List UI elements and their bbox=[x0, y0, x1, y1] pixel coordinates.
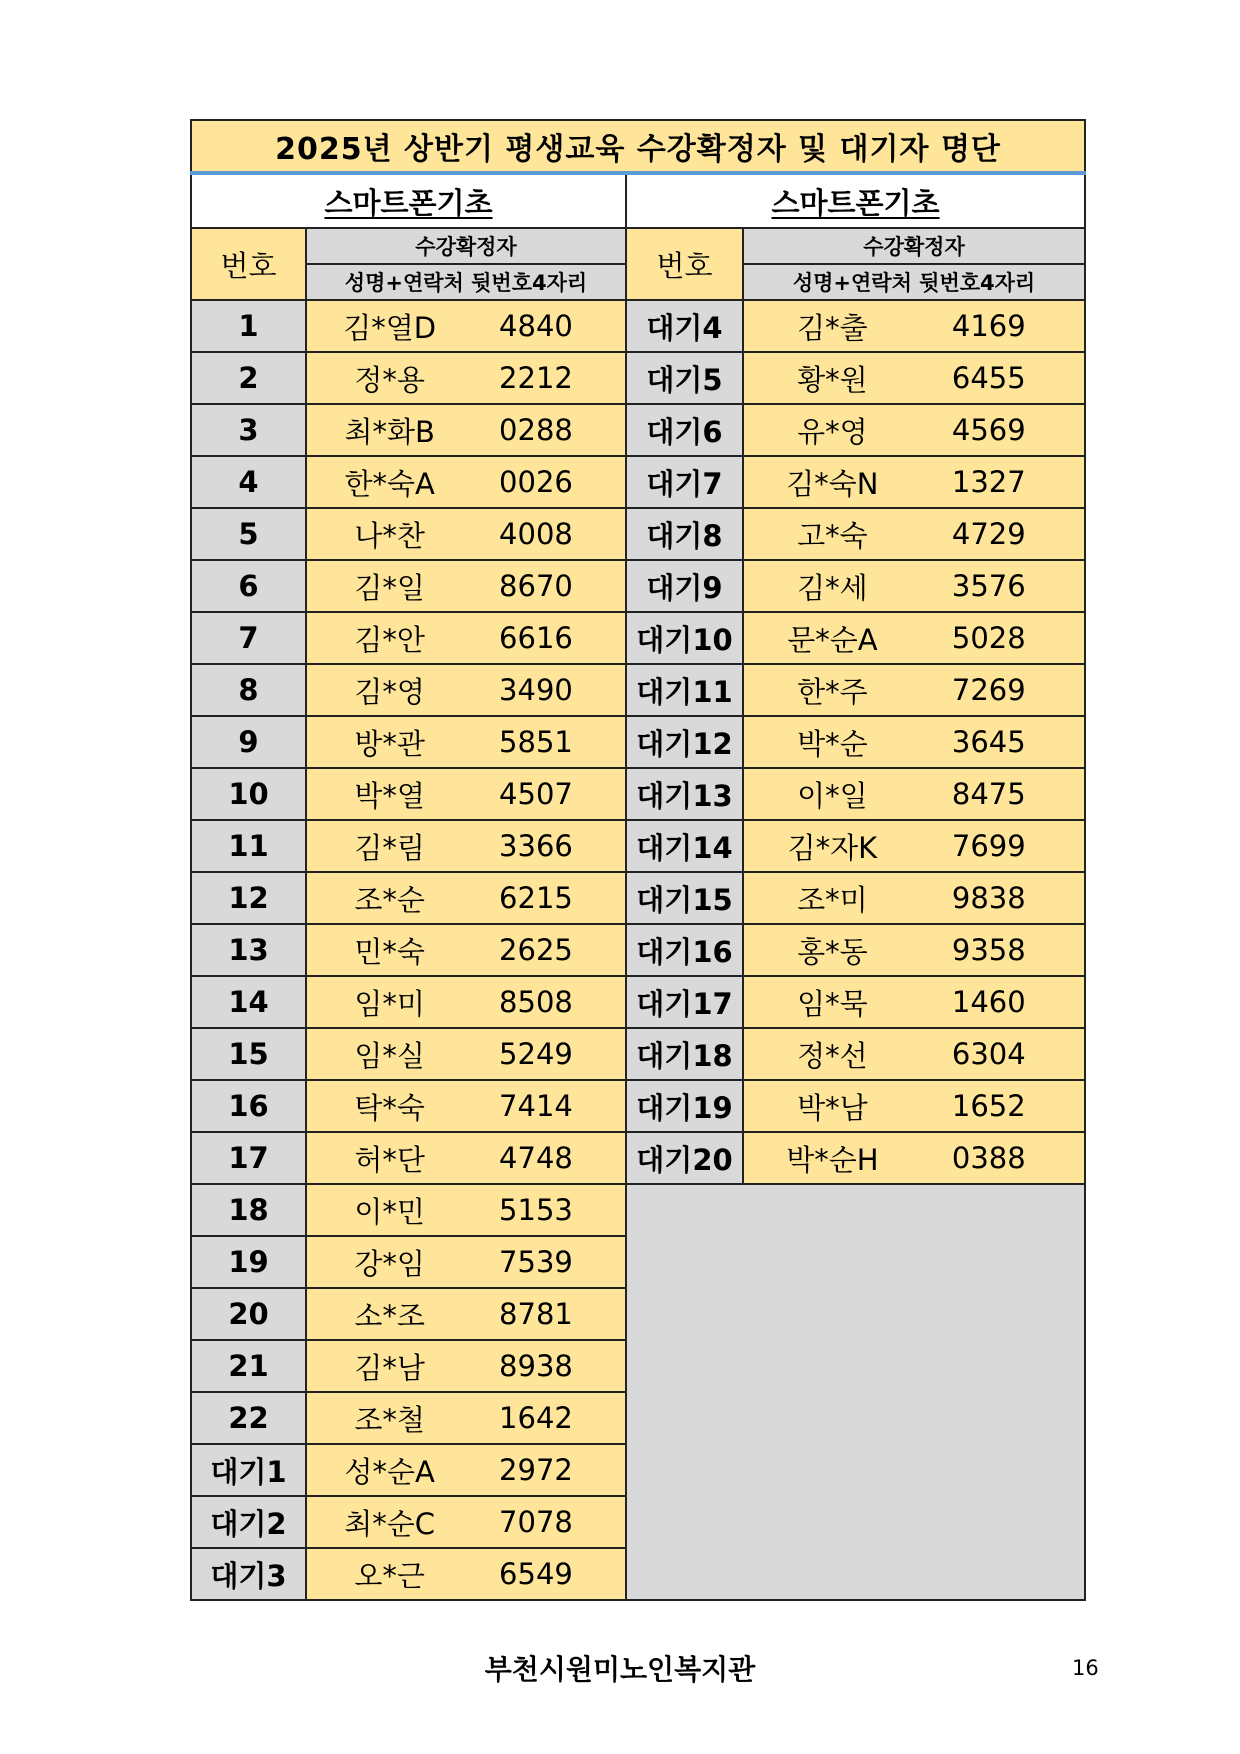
phone-last4: 6549 bbox=[499, 1557, 573, 1591]
page-number: 16 bbox=[1072, 1656, 1099, 1680]
entry-wrap bbox=[307, 618, 625, 659]
right-row-entry bbox=[743, 1132, 1085, 1184]
table-row bbox=[191, 976, 1085, 1028]
person-name: 김*남 bbox=[354, 1350, 425, 1385]
phone-last4: 5249 bbox=[499, 1037, 573, 1071]
right-row-number: 대기20 bbox=[626, 1132, 743, 1184]
right-course-label: 스마트폰기초 bbox=[771, 185, 940, 220]
entry-wrap bbox=[307, 1294, 625, 1335]
left-row-number: 5 bbox=[191, 508, 306, 560]
entry-wrap bbox=[307, 306, 625, 347]
left-row-number: 7 bbox=[191, 612, 306, 664]
right-row-entry bbox=[743, 508, 1085, 560]
left-row-number: 22 bbox=[191, 1392, 306, 1444]
person-name: 탁*숙 bbox=[354, 1090, 425, 1125]
person-name: 조*철 bbox=[354, 1402, 425, 1437]
person-name: 유*영 bbox=[797, 414, 868, 449]
left-row-entry bbox=[306, 768, 626, 820]
left-row-number: 대기3 bbox=[191, 1548, 306, 1600]
table-row bbox=[191, 508, 1085, 560]
person-name: 박*열 bbox=[354, 778, 425, 813]
phone-last4: 4840 bbox=[499, 309, 573, 343]
right-row-entry bbox=[743, 664, 1085, 716]
entry-wrap bbox=[307, 1138, 625, 1179]
entry-wrap bbox=[744, 306, 1084, 347]
left-course-name bbox=[191, 173, 626, 228]
entry-wrap bbox=[307, 1190, 625, 1231]
entry-wrap bbox=[744, 1086, 1084, 1127]
person-name: 이*일 bbox=[797, 778, 868, 813]
entry-wrap bbox=[744, 618, 1084, 659]
right-row-number: 대기10 bbox=[626, 612, 743, 664]
phone-last4: 0288 bbox=[499, 413, 573, 447]
right-number-header: 번호 bbox=[626, 228, 743, 300]
entry-wrap bbox=[744, 878, 1084, 919]
phone-last4: 6455 bbox=[951, 361, 1026, 395]
person-name: 김*일 bbox=[354, 570, 425, 605]
entry-wrap bbox=[307, 1242, 625, 1283]
left-row-number: 2 bbox=[191, 352, 306, 404]
person-name: 임*미 bbox=[354, 986, 425, 1021]
entry-wrap bbox=[307, 826, 625, 867]
phone-last4: 5028 bbox=[951, 621, 1026, 655]
right-row-number: 대기5 bbox=[626, 352, 743, 404]
person-name: 박*순H bbox=[786, 1142, 879, 1177]
left-row-entry bbox=[306, 1080, 626, 1132]
table-row bbox=[191, 820, 1085, 872]
left-sub-header: 성명+연락처 뒷번호4자리 bbox=[306, 264, 626, 300]
entry-wrap bbox=[744, 670, 1084, 711]
person-name: 오*근 bbox=[354, 1558, 425, 1593]
left-row-entry bbox=[306, 924, 626, 976]
entry-wrap bbox=[307, 930, 625, 971]
right-row-entry bbox=[743, 404, 1085, 456]
left-row-number: 21 bbox=[191, 1340, 306, 1392]
left-number-header: 번호 bbox=[191, 228, 306, 300]
entry-wrap bbox=[744, 566, 1084, 607]
entry-wrap bbox=[307, 1398, 625, 1439]
left-row-entry bbox=[306, 872, 626, 924]
table-row bbox=[191, 924, 1085, 976]
person-name: 정*선 bbox=[797, 1038, 868, 1073]
right-row-number: 대기14 bbox=[626, 820, 743, 872]
right-row-number: 대기7 bbox=[626, 456, 743, 508]
left-row-entry bbox=[306, 1288, 626, 1340]
left-row-entry bbox=[306, 352, 626, 404]
right-row-entry bbox=[743, 872, 1085, 924]
phone-last4: 8938 bbox=[499, 1349, 573, 1383]
phone-last4: 5153 bbox=[499, 1193, 573, 1227]
person-name: 조*미 bbox=[797, 882, 868, 917]
person-name: 최*순C bbox=[344, 1506, 436, 1541]
right-sub-header: 성명+연락처 뒷번호4자리 bbox=[743, 264, 1085, 300]
table-row bbox=[191, 456, 1085, 508]
table-row bbox=[191, 404, 1085, 456]
left-row-entry bbox=[306, 1184, 626, 1236]
phone-last4: 8781 bbox=[499, 1297, 573, 1331]
right-row-number: 대기15 bbox=[626, 872, 743, 924]
table-row bbox=[191, 1080, 1085, 1132]
phone-last4: 4008 bbox=[499, 517, 573, 551]
entry-wrap bbox=[307, 774, 625, 815]
person-name: 박*남 bbox=[797, 1090, 868, 1125]
left-row-entry bbox=[306, 404, 626, 456]
left-row-number: 15 bbox=[191, 1028, 306, 1080]
person-name: 민*숙 bbox=[354, 934, 425, 969]
phone-last4: 4729 bbox=[951, 517, 1026, 551]
left-row-number: 18 bbox=[191, 1184, 306, 1236]
left-row-entry bbox=[306, 1444, 626, 1496]
left-row-number: 19 bbox=[191, 1236, 306, 1288]
person-name: 홍*동 bbox=[797, 934, 868, 969]
entry-wrap bbox=[307, 1086, 625, 1127]
person-name: 성*순A bbox=[344, 1454, 435, 1489]
person-name: 나*찬 bbox=[354, 518, 425, 553]
right-row-entry bbox=[743, 976, 1085, 1028]
phone-last4: 9838 bbox=[951, 881, 1026, 915]
person-name: 황*원 bbox=[797, 362, 868, 397]
entry-wrap bbox=[307, 462, 625, 503]
entry-wrap bbox=[744, 1138, 1084, 1179]
left-row-entry bbox=[306, 1496, 626, 1548]
left-group-header: 수강확정자 bbox=[306, 228, 626, 264]
phone-last4: 7539 bbox=[499, 1245, 573, 1279]
entry-wrap bbox=[307, 722, 625, 763]
right-row-number: 대기19 bbox=[626, 1080, 743, 1132]
table-row bbox=[191, 300, 1085, 352]
person-name: 김*림 bbox=[354, 830, 425, 865]
table-row bbox=[191, 1184, 1085, 1236]
left-row-number: 9 bbox=[191, 716, 306, 768]
empty-area bbox=[626, 1184, 1085, 1600]
right-row-number: 대기9 bbox=[626, 560, 743, 612]
person-name: 임*실 bbox=[354, 1038, 425, 1073]
phone-last4: 2625 bbox=[499, 933, 573, 967]
left-row-entry bbox=[306, 1028, 626, 1080]
table-row bbox=[191, 872, 1085, 924]
entry-wrap bbox=[307, 514, 625, 555]
table-row bbox=[191, 352, 1085, 404]
right-row-entry bbox=[743, 300, 1085, 352]
left-row-entry bbox=[306, 1392, 626, 1444]
left-row-number: 12 bbox=[191, 872, 306, 924]
right-row-entry bbox=[743, 924, 1085, 976]
person-name: 임*묵 bbox=[797, 986, 868, 1021]
right-row-number: 대기13 bbox=[626, 768, 743, 820]
person-name: 김*세 bbox=[797, 570, 868, 605]
phone-last4: 7414 bbox=[499, 1089, 573, 1123]
left-row-number: 3 bbox=[191, 404, 306, 456]
right-row-entry bbox=[743, 1028, 1085, 1080]
entry-wrap bbox=[307, 1034, 625, 1075]
entry-wrap bbox=[307, 358, 625, 399]
left-row-entry bbox=[306, 508, 626, 560]
right-row-number: 대기12 bbox=[626, 716, 743, 768]
phone-last4: 4169 bbox=[951, 309, 1026, 343]
entry-wrap bbox=[744, 358, 1084, 399]
phone-last4: 0026 bbox=[499, 465, 573, 499]
entry-wrap bbox=[744, 826, 1084, 867]
right-row-entry bbox=[743, 612, 1085, 664]
person-name: 이*민 bbox=[354, 1194, 425, 1229]
phone-last4: 8475 bbox=[951, 777, 1026, 811]
left-row-number: 14 bbox=[191, 976, 306, 1028]
person-name: 고*숙 bbox=[797, 518, 868, 553]
phone-last4: 7699 bbox=[951, 829, 1026, 863]
sheet-title: 2025년 상반기 평생교육 수강확정자 및 대기자 명단 bbox=[191, 120, 1085, 173]
person-name: 김*자K bbox=[787, 830, 878, 865]
footer-organization: 부천시원미노인복지관 bbox=[484, 1653, 756, 1686]
person-name: 조*순 bbox=[354, 882, 425, 917]
left-row-entry bbox=[306, 456, 626, 508]
left-row-entry bbox=[306, 976, 626, 1028]
entry-wrap bbox=[307, 1502, 625, 1543]
person-name: 김*출 bbox=[797, 310, 868, 345]
table-row bbox=[191, 768, 1085, 820]
phone-last4: 3366 bbox=[499, 829, 573, 863]
person-name: 김*영 bbox=[354, 674, 425, 709]
person-name: 김*안 bbox=[354, 622, 425, 657]
person-name: 허*단 bbox=[354, 1142, 425, 1177]
entry-wrap bbox=[744, 930, 1084, 971]
person-name: 한*숙A bbox=[344, 466, 435, 501]
person-name: 문*순A bbox=[787, 622, 878, 657]
table-row bbox=[191, 716, 1085, 768]
entry-wrap bbox=[307, 566, 625, 607]
left-row-number: 대기2 bbox=[191, 1496, 306, 1548]
left-row-entry bbox=[306, 716, 626, 768]
person-name: 박*순 bbox=[797, 726, 868, 761]
phone-last4: 4748 bbox=[499, 1141, 573, 1175]
person-name: 김*열D bbox=[343, 310, 437, 345]
left-row-entry bbox=[306, 560, 626, 612]
table-row bbox=[191, 560, 1085, 612]
enrollment-sheet bbox=[190, 119, 1084, 1601]
entry-wrap bbox=[307, 982, 625, 1023]
left-row-entry bbox=[306, 300, 626, 352]
left-row-entry bbox=[306, 820, 626, 872]
entry-wrap bbox=[307, 878, 625, 919]
right-row-number: 대기17 bbox=[626, 976, 743, 1028]
phone-last4: 0388 bbox=[951, 1141, 1026, 1175]
left-row-number: 16 bbox=[191, 1080, 306, 1132]
left-row-entry bbox=[306, 1548, 626, 1600]
entry-wrap bbox=[744, 1034, 1084, 1075]
phone-last4: 4569 bbox=[951, 413, 1026, 447]
phone-last4: 3576 bbox=[951, 569, 1026, 603]
left-row-entry bbox=[306, 664, 626, 716]
phone-last4: 1327 bbox=[951, 465, 1026, 499]
person-name: 한*주 bbox=[797, 674, 868, 709]
entry-wrap bbox=[744, 462, 1084, 503]
person-name: 강*임 bbox=[354, 1246, 425, 1281]
right-row-entry bbox=[743, 1080, 1085, 1132]
phone-last4: 7269 bbox=[951, 673, 1026, 707]
phone-last4: 8508 bbox=[499, 985, 573, 1019]
left-row-number: 8 bbox=[191, 664, 306, 716]
entry-wrap bbox=[744, 982, 1084, 1023]
right-row-entry bbox=[743, 456, 1085, 508]
table-row bbox=[191, 1028, 1085, 1080]
table-row bbox=[191, 664, 1085, 716]
phone-last4: 3490 bbox=[499, 673, 573, 707]
entry-wrap bbox=[744, 774, 1084, 815]
right-row-number: 대기6 bbox=[626, 404, 743, 456]
right-course-name bbox=[626, 173, 1085, 228]
entry-wrap bbox=[307, 1450, 625, 1491]
right-row-entry bbox=[743, 820, 1085, 872]
right-row-entry bbox=[743, 352, 1085, 404]
phone-last4: 1642 bbox=[499, 1401, 573, 1435]
right-row-number: 대기4 bbox=[626, 300, 743, 352]
right-group-header: 수강확정자 bbox=[743, 228, 1085, 264]
phone-last4: 8670 bbox=[499, 569, 573, 603]
left-row-entry bbox=[306, 1132, 626, 1184]
left-row-number: 17 bbox=[191, 1132, 306, 1184]
entry-wrap bbox=[744, 410, 1084, 451]
left-row-number: 11 bbox=[191, 820, 306, 872]
phone-last4: 1652 bbox=[951, 1089, 1026, 1123]
right-row-number: 대기16 bbox=[626, 924, 743, 976]
phone-last4: 5851 bbox=[499, 725, 573, 759]
entry-wrap bbox=[307, 1346, 625, 1387]
left-row-entry bbox=[306, 1340, 626, 1392]
right-row-entry bbox=[743, 560, 1085, 612]
phone-last4: 9358 bbox=[951, 933, 1026, 967]
phone-last4: 4507 bbox=[499, 777, 573, 811]
person-name: 소*조 bbox=[354, 1298, 425, 1333]
phone-last4: 1460 bbox=[951, 985, 1026, 1019]
entry-wrap bbox=[744, 722, 1084, 763]
left-row-entry bbox=[306, 1236, 626, 1288]
left-row-number: 13 bbox=[191, 924, 306, 976]
left-row-number: 1 bbox=[191, 300, 306, 352]
left-row-number: 6 bbox=[191, 560, 306, 612]
phone-last4: 2212 bbox=[499, 361, 573, 395]
left-row-entry bbox=[306, 612, 626, 664]
left-course-label: 스마트폰기초 bbox=[324, 185, 493, 220]
phone-last4: 6304 bbox=[951, 1037, 1026, 1071]
left-row-number: 4 bbox=[191, 456, 306, 508]
right-row-number: 대기8 bbox=[626, 508, 743, 560]
entry-wrap bbox=[307, 1554, 625, 1595]
entry-wrap bbox=[744, 514, 1084, 555]
left-row-number: 대기1 bbox=[191, 1444, 306, 1496]
entry-wrap bbox=[307, 410, 625, 451]
person-name: 정*용 bbox=[354, 362, 425, 397]
phone-last4: 3645 bbox=[951, 725, 1026, 759]
phone-last4: 7078 bbox=[499, 1505, 573, 1539]
phone-last4: 6215 bbox=[499, 881, 573, 915]
entry-wrap bbox=[307, 670, 625, 711]
right-row-number: 대기11 bbox=[626, 664, 743, 716]
person-name: 방*관 bbox=[354, 726, 425, 761]
table-row bbox=[191, 612, 1085, 664]
person-name: 김*숙N bbox=[786, 466, 879, 501]
right-row-entry bbox=[743, 768, 1085, 820]
enrollment-table bbox=[190, 119, 1086, 1601]
person-name: 최*화B bbox=[344, 414, 435, 449]
left-row-number: 10 bbox=[191, 768, 306, 820]
table-row bbox=[191, 1132, 1085, 1184]
phone-last4: 2972 bbox=[499, 1453, 573, 1487]
left-row-number: 20 bbox=[191, 1288, 306, 1340]
phone-last4: 6616 bbox=[499, 621, 573, 655]
right-row-number: 대기18 bbox=[626, 1028, 743, 1080]
right-row-entry bbox=[743, 716, 1085, 768]
